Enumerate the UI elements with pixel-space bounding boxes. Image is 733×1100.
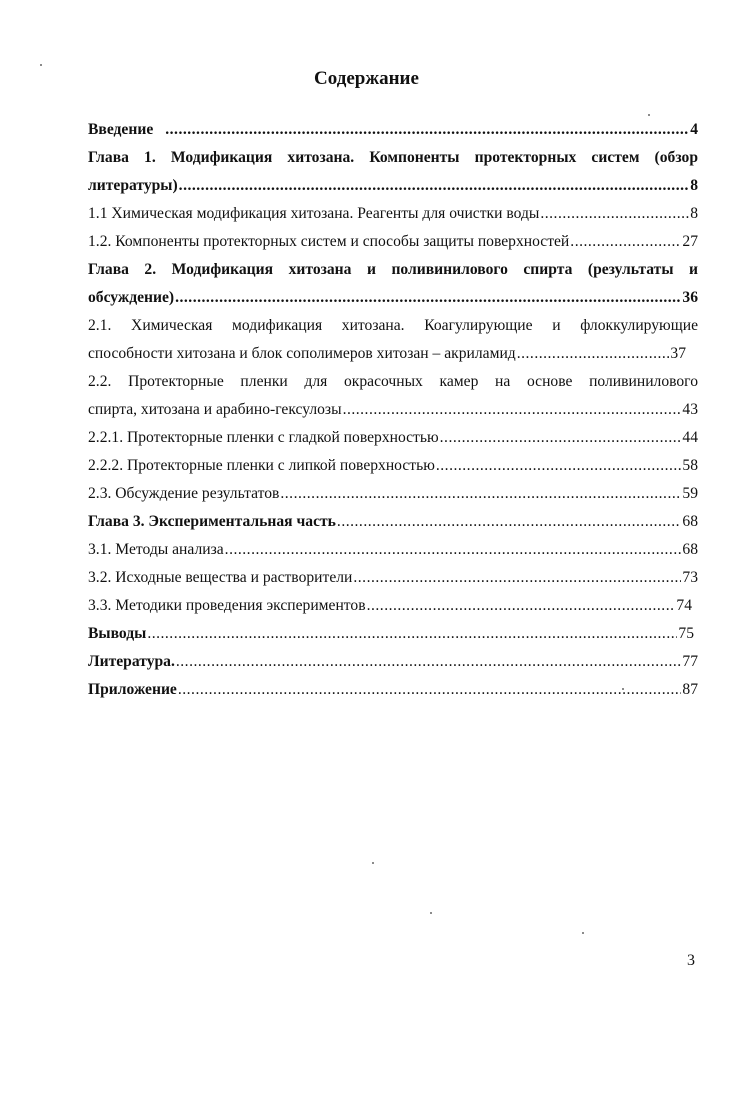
toc-entry-section-1-2 <box>88 228 698 256</box>
toc-page-number: 37 <box>670 345 686 362</box>
toc-entry-section-3-2 <box>88 564 698 592</box>
scan-speck <box>430 912 432 914</box>
dot-leader <box>176 648 682 676</box>
toc-entry-text: 2.3. Обсуждение результатов <box>88 485 280 502</box>
toc-entry-section-2-1 <box>88 312 698 368</box>
scan-speck <box>648 114 650 116</box>
toc-entry-text-line1: 2.2. Протекторные пленки для окрасочных камер на основе поливинилового <box>88 373 698 390</box>
toc-page-number: 77 <box>682 653 698 670</box>
dot-leader <box>147 620 677 648</box>
toc-entry-section-2-3 <box>88 480 698 508</box>
dot-leader <box>179 172 690 200</box>
toc-page-number: 58 <box>682 457 698 474</box>
dot-leader <box>436 452 682 480</box>
toc-entry-text: 2.2.1. Протекторные пленки с гладкой поверхностью <box>88 429 439 446</box>
dot-leader <box>343 396 682 424</box>
dot-leader <box>175 284 681 312</box>
toc-entry-text: Введение <box>88 121 154 138</box>
toc-entry-section-3-3 <box>88 592 698 620</box>
toc-entry-text: 3.3. Методики проведения экспериментов <box>88 597 366 614</box>
toc-entry-section-2-2 <box>88 368 698 424</box>
toc-page-number: 87 <box>682 681 698 698</box>
toc-entry-appendix <box>88 676 698 704</box>
dot-leader <box>353 564 681 592</box>
toc-entry-text: 3.2. Исходные вещества и растворители <box>88 569 353 586</box>
toc-entry-chapter-3 <box>88 508 698 536</box>
toc-entry-text: 3.1. Методы анализа <box>88 541 224 558</box>
dot-leader <box>178 676 682 704</box>
dot-leader <box>225 536 682 564</box>
toc-page-number: 75 <box>678 625 694 642</box>
toc-entry-text-line2: способности хитозана и блок сополимеров хитозан – акриламид <box>88 345 516 362</box>
table-of-contents <box>88 116 698 704</box>
toc-page-number: 36 <box>682 289 698 306</box>
toc-page-number: 8 <box>690 205 698 222</box>
toc-page-number: 68 <box>682 541 698 558</box>
toc-entry-introduction <box>88 116 698 144</box>
toc-page-number: 68 <box>682 513 698 530</box>
toc-entry-chapter-2 <box>88 256 698 312</box>
toc-entry-text-line2: обсуждение) <box>88 289 175 306</box>
toc-entry-section-1-1 <box>88 200 698 228</box>
scan-speck <box>582 932 584 934</box>
toc-entry-text: Глава 3. Экспериментальная часть <box>88 513 336 530</box>
toc-entry-text-line2: спирта, хитозана и арабино-гексулозы <box>88 401 342 418</box>
toc-entry-section-3-1 <box>88 536 698 564</box>
toc-entry-text-line1: Глава 2. Модификация хитозана и поливинилового спирта (результаты и <box>88 261 698 278</box>
dot-leader <box>367 592 676 620</box>
scan-speck <box>622 688 624 690</box>
toc-entry-conclusions <box>88 620 698 648</box>
dot-leader <box>165 116 689 144</box>
toc-entry-chapter-1 <box>88 144 698 200</box>
toc-entry-text: Приложение <box>88 681 177 698</box>
toc-entry-text-line1: Глава 1. Модификация хитозана. Компоненты протекторных систем (обзор <box>88 149 698 166</box>
toc-entry-literature <box>88 648 698 676</box>
toc-page-number: 59 <box>682 485 698 502</box>
page-number: 3 <box>687 952 695 969</box>
toc-entry-section-2-2-2 <box>88 452 698 480</box>
scan-speck <box>372 862 374 864</box>
dot-leader <box>280 480 681 508</box>
toc-entry-text: Выводы <box>88 625 147 642</box>
toc-page-number: 43 <box>682 401 698 418</box>
toc-page-number: 73 <box>682 569 698 586</box>
dot-leader <box>570 228 681 256</box>
toc-page-number: 27 <box>682 233 698 250</box>
toc-entry-text: 1.1 Химическая модификация хитозана. Реагенты для очистки воды <box>88 205 540 222</box>
toc-page-number: 4 <box>690 121 698 138</box>
toc-entry-text: Литература. <box>88 653 175 670</box>
toc-page-number: 8 <box>690 177 698 194</box>
scan-speck <box>40 64 42 66</box>
toc-page-number: 74 <box>676 597 692 614</box>
toc-entry-text: 2.2.2. Протекторные пленки с липкой поверхностью <box>88 457 435 474</box>
toc-entry-section-2-2-1 <box>88 424 698 452</box>
toc-page-number: 44 <box>682 429 698 446</box>
dot-leader <box>337 508 681 536</box>
dot-leader <box>517 340 670 368</box>
page-title: Содержание <box>314 68 419 89</box>
toc-entry-text: 1.2. Компоненты протекторных систем и способы защиты поверхностей <box>88 233 570 250</box>
toc-entry-text-line1: 2.1. Химическая модификация хитозана. Коагулирующие и флоккулирующие <box>88 317 698 334</box>
dot-leader <box>540 200 689 228</box>
toc-entry-text-line2: литературы) <box>88 177 178 194</box>
dot-leader <box>440 424 682 452</box>
